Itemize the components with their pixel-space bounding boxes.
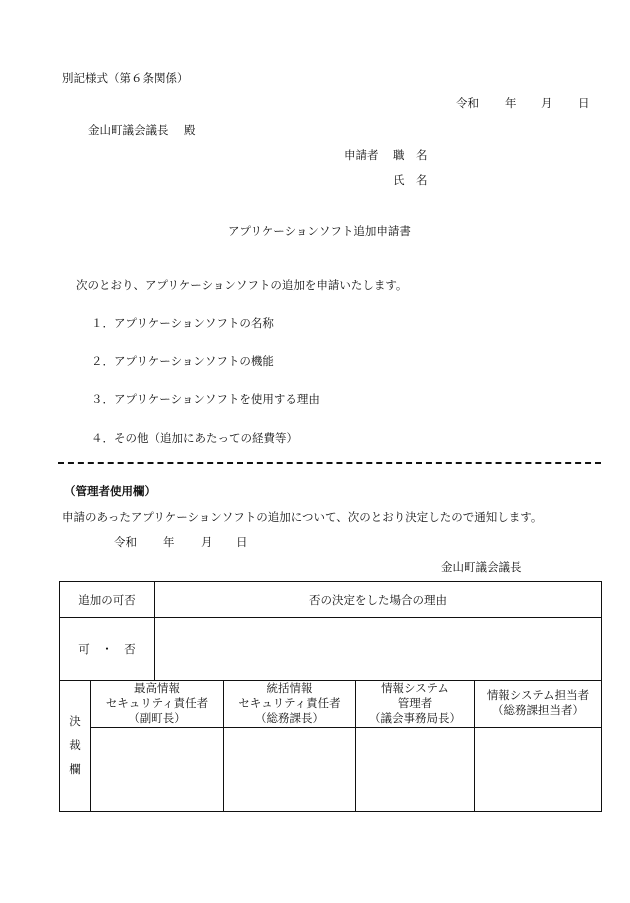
admin-date-year: 年 [163,535,175,549]
admin-date-era: 令和 [114,535,137,549]
rejection-reason-cell[interactable] [155,618,602,681]
list-item: ２．アプリケーションソフトの機能 [91,354,274,368]
admin-notice: 申請のあったアプリケーションソフトの追加について、次のとおり決定したので通知します。 [62,510,543,524]
approver-header-ciso: 最高情報 セキュリティ責任者 （副町長） [91,680,224,727]
applicant-name-label: 氏 名 [393,173,428,187]
list-item: １．アプリケーションソフトの名称 [91,316,274,330]
applicant-label: 申請者 [344,148,379,162]
addressee-name: 金山町議会議長 [88,123,169,137]
list-item: ４．その他（追加にあたっての経費等） [91,431,298,445]
approver-header-system-staff: 情報システム担当者 （総務課担当者） [475,680,602,727]
stamp-cell-ciso[interactable] [91,727,224,811]
decision-table [59,581,602,681]
document-title: アプリケーションソフト追加申請書 [228,224,411,238]
stamp-cell-system-manager[interactable] [356,727,475,811]
approval-table [59,680,602,812]
dashed-separator [58,462,601,464]
admin-date-day: 日 [236,535,248,549]
addressee-honorific: 殿 [184,123,196,137]
date-day: 日 [578,96,590,110]
approval-side-label: 決 裁 欄 [60,680,91,811]
applicant-position-label: 職 名 [393,148,428,162]
admin-heading: （管理者使用欄） [64,484,156,498]
admin-date-month: 月 [201,535,213,549]
approver-header-system-manager: 情報システム 管理者 （議会事務局長） [356,680,475,727]
intro-text: 次のとおり、アプリケーションソフトの追加を申請いたします。 [76,278,408,292]
date-era: 令和 [456,96,479,110]
form-reference: 別記様式（第６条関係） [62,71,189,85]
list-item: ３．アプリケーションソフトを使用する理由 [91,392,320,406]
stamp-cell-general-security[interactable] [224,727,356,811]
decision-header-approval: 追加の可否 [60,582,155,618]
admin-issuer: 金山町議会議長 [441,560,522,574]
date-month: 月 [541,96,553,110]
decision-header-reason: 否の決定をした場合の理由 [155,582,602,618]
stamp-cell-system-staff[interactable] [475,727,602,811]
approver-header-general-security: 統括情報 セキュリティ責任者 （総務課長） [224,680,356,727]
approval-options[interactable]: 可 ・ 否 [60,618,155,681]
date-year: 年 [505,96,517,110]
